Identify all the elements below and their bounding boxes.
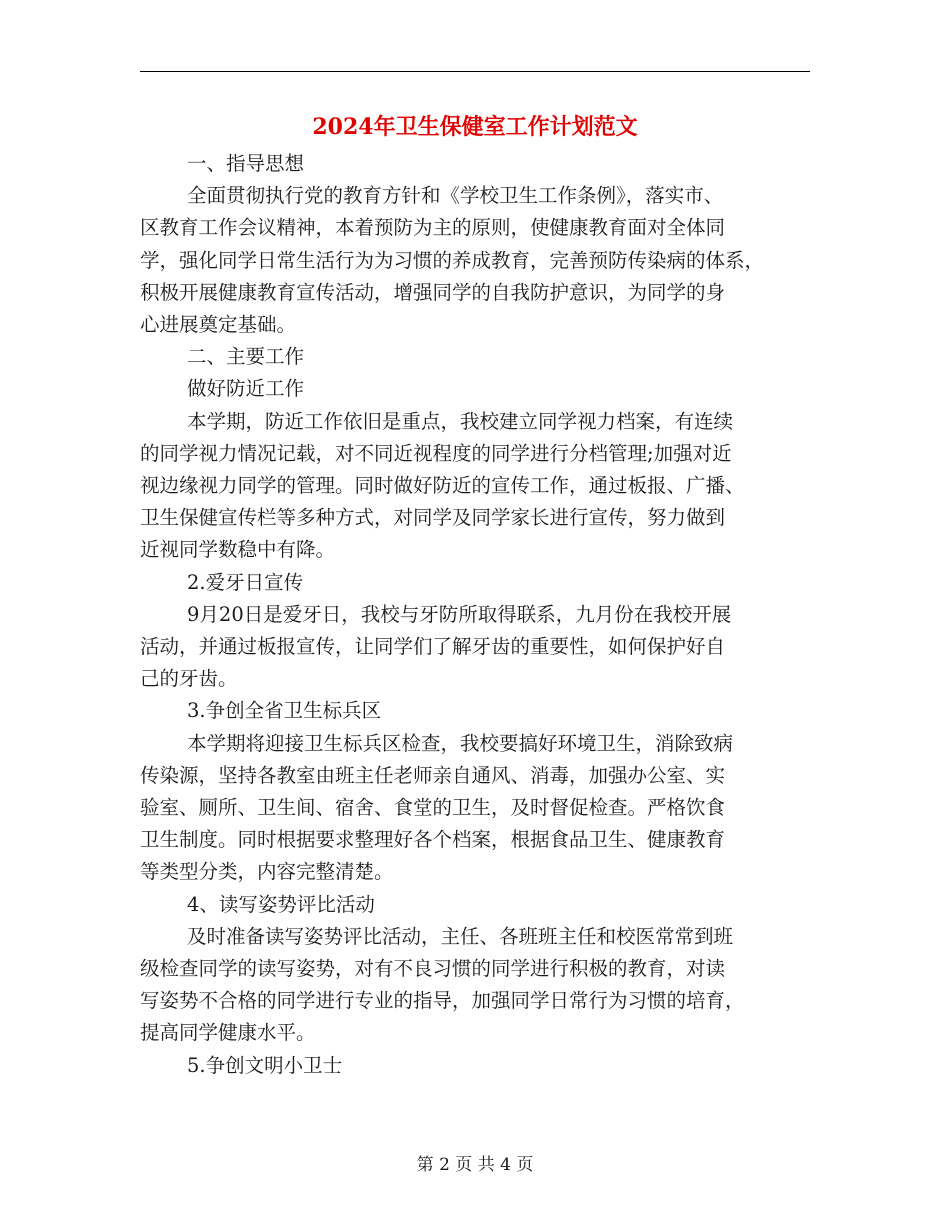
paragraph-line: 2.爱牙日宣传: [187, 570, 304, 594]
paragraph-line: 传染源，坚持各教室由班主任老师亲自通风、消毒，加强办公室、实: [140, 763, 726, 787]
paragraph-line: 积极开展健康教育宣传活动，增强同学的自我防护意识，为同学的身: [140, 280, 726, 304]
paragraph-line: 及时准备读写姿势评比活动，主任、各班班主任和校医常常到班: [187, 924, 734, 948]
paragraph-line: 一、指导思想: [187, 152, 305, 175]
paragraph-line: 卫生保健宣传栏等多种方式，对同学及同学家长进行宣传，努力做到: [140, 506, 726, 530]
paragraph-line: 5.争创文明小卫士: [187, 1053, 343, 1077]
paragraph-line: 二、主要工作: [187, 345, 305, 369]
paragraph-line: 卫生制度。同时根据要求整理好各个档案，根据食品卫生、健康教育: [140, 828, 726, 852]
document-title: 2024年卫生保健室工作计划范文: [312, 114, 638, 140]
page-footer: 第 2 页 共 4 页: [416, 1155, 534, 1175]
paragraph-line: 本学期将迎接卫生标兵区检查，我校要搞好环境卫生，消除致病: [187, 731, 734, 755]
paragraph-line: 心进展奠定基础。: [140, 313, 297, 336]
paragraph-line: 近视同学数稳中有降。: [140, 538, 336, 562]
paragraph-line: 4、读写姿势评比活动: [187, 892, 375, 916]
paragraph-line: 视边缘视力同学的管理。同时做好防近的宣传工作，通过板报、广播、: [140, 474, 745, 497]
paragraph-line: 等类型分类，内容完整清楚。: [140, 860, 394, 884]
paragraph-line: 做好防近工作: [187, 377, 305, 401]
paragraph-line: 9月20日是爱牙日，我校与牙防所取得联系，九月份在我校开展: [187, 602, 732, 626]
paragraph-line: 级检查同学的读写姿势，对有不良习惯的同学进行积极的教育，对读: [140, 957, 726, 980]
paragraph-line: 全面贯彻执行党的教育方针和《学校卫生工作条例》，落实市、: [187, 184, 724, 208]
paragraph-line: 写姿势不合格的同学进行专业的指导，加强同学日常行为习惯的培育，: [140, 989, 745, 1013]
paragraph-line: 活动，并通过板报宣传，让同学们了解牙齿的重要性，如何保护好自: [140, 635, 726, 658]
paragraph-line: 提高同学健康水平。: [140, 1021, 316, 1045]
header-rule: [140, 71, 810, 72]
paragraph-line: 本学期，防近工作依旧是重点，我校建立同学视力档案，有连续: [187, 409, 734, 433]
paragraph-line: 3.争创全省卫生标兵区: [187, 699, 382, 723]
paragraph-line: 学，强化同学日常生活行为为习惯的养成教育，完善预防传染病的体系，: [140, 248, 765, 272]
paragraph-line: 验室、厕所、卫生间、宿舍、食堂的卫生，及时督促检查。严格饮食: [140, 796, 726, 819]
paragraph-line: 区教育工作会议精神，本着预防为主的原则，使健康教育面对全体同: [140, 216, 726, 240]
paragraph-line: 己的牙齿。: [140, 667, 238, 691]
paragraph-line: 的同学视力情况记载，对不同近视程度的同学进行分档管理;加强对近: [140, 441, 732, 465]
